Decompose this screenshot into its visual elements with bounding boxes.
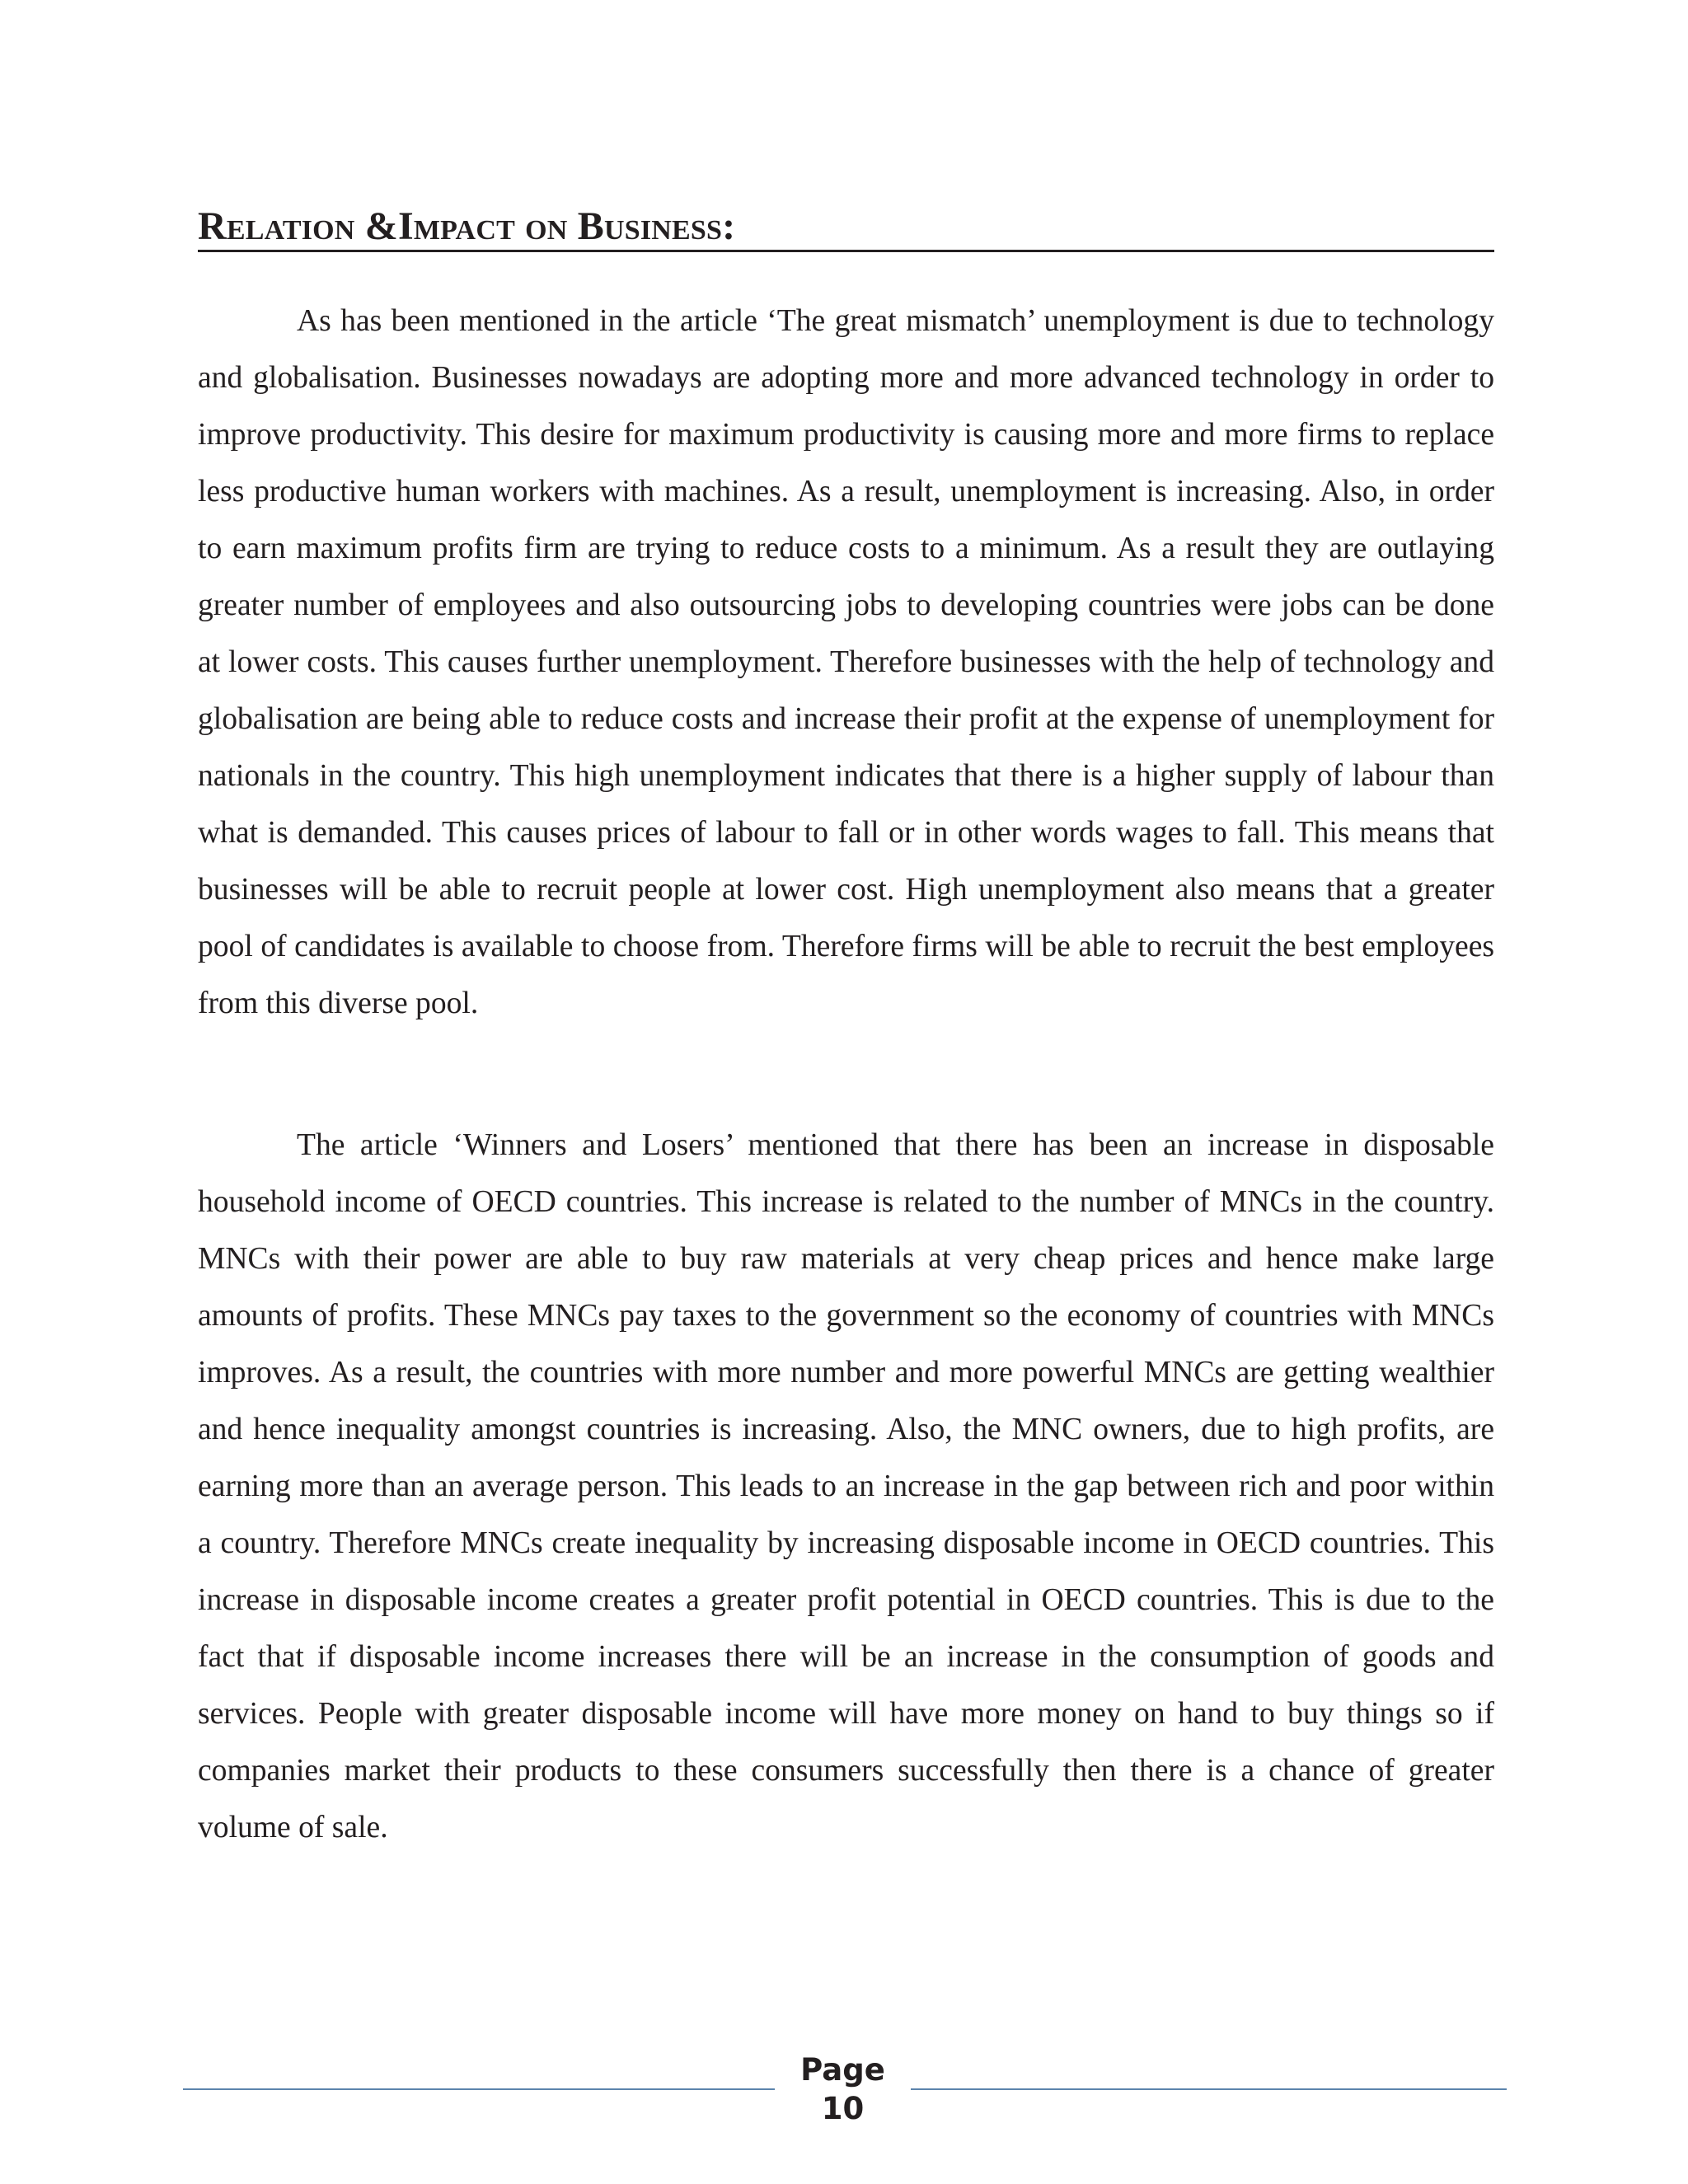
footer-rule-left (183, 2088, 775, 2090)
paragraph-great-mismatch: As has been mentioned in the article ‘The great mismatch’ unemployment is due to technology and globalisation. Businesses nowadays are adopting more and more advanced technology in order to improve productivity. This desire for maximum productivity is causing more and more firms to replace less productive human workers with machines. As a result, unemployment is increasing. Also, in order to earn maximum profits firm are trying to reduce costs to a minimum. As a result they are outlaying greater number of employees and also outsourcing jobs to developing countries were jobs can be done at lower costs. This causes further unemployment. Therefore businesses with the help of technology and globalisation are being able to reduce costs and increase their profit at the expense of unemployment for nationals in the country. This high unemployment indicates that there is a higher supply of labour than what is demanded. This causes prices of labour to fall or in other words wages to fall. This means that businesses will be able to recruit people at lower cost. High unemployment also means that a greater pool of candidates is available to choose from. Therefore firms will be able to recruit the best employees from this diverse pool. (198, 304, 1494, 1020)
section-heading-text: Relation &Impact on Business: (198, 204, 736, 248)
paragraph-winners-and-losers: The article ‘Winners and Losers’ mentioned that there has been an increase in disposable household income of OECD countries. This increase is related to the number of MNCs in the country. MNCs with their power are able to buy raw materials at very cheap prices and hence make large amounts of profits. These MNCs pay taxes to the government so the economy of countries with MNCs improves. As a result, the countries with more number and more powerful MNCs are getting wealthier and hence inequality amongst countries is increasing. Also, the MNC owners, due to high profits, are earning more than an average person. This leads to an increase in the gap between rich and poor within a country. Therefore MNCs create inequality by increasing disposable income in OECD countries. This increase in disposable income creates a greater profit potential in OECD countries. This is due to the fact that if disposable income increases there will be an increase in the consumption of goods and services. People with greater disposable income will have more money on hand to buy things so if companies market their products to these consumers successfully then there is a chance of greater volume of sale. (198, 1128, 1494, 1844)
page-word: Page (800, 2052, 885, 2088)
footer-rule-right (911, 2088, 1507, 2090)
section-heading (198, 198, 1494, 252)
page-number-label (775, 2050, 911, 2128)
page-number: 10 (821, 2091, 865, 2126)
